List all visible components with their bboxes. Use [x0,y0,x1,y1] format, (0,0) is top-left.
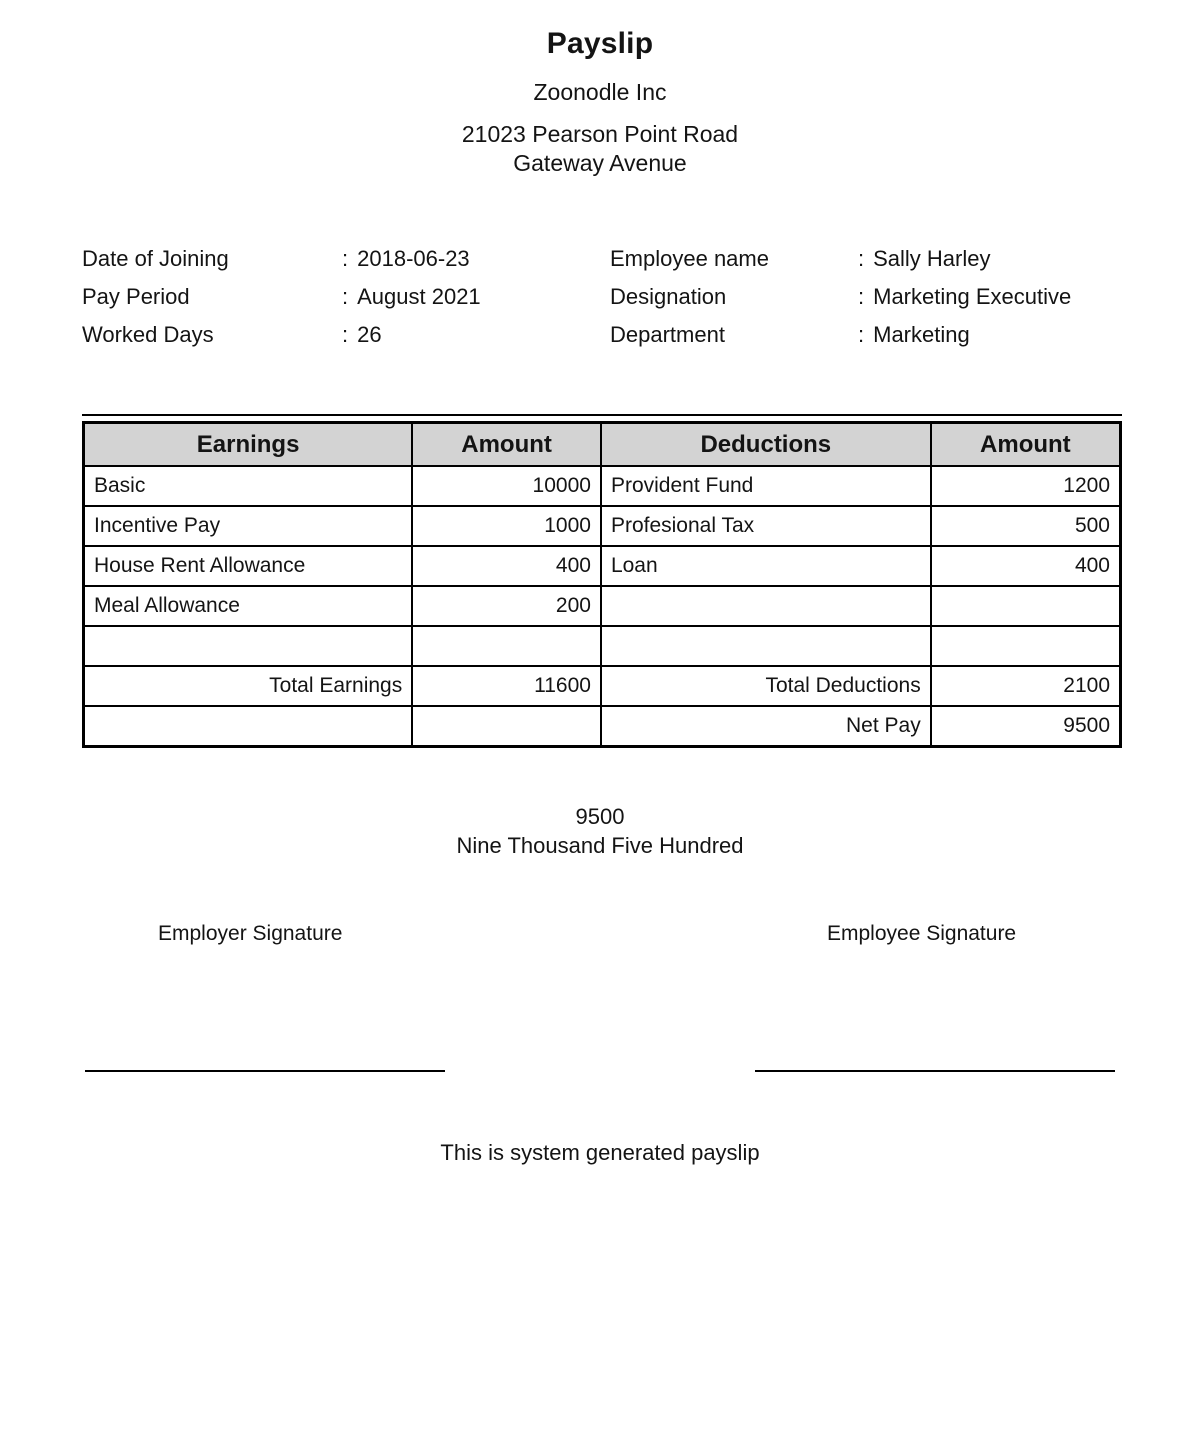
company-address-line-1: 21023 Pearson Point Road [461,121,739,147]
department-text: Marketing [873,322,970,347]
deduction-amount-cell: 500 [931,506,1121,546]
pay-period-label: Pay Period [82,284,190,309]
employee-info-section [82,240,1122,354]
pay-period-value [342,284,481,310]
colon-separator: : [858,246,865,271]
table-row [84,546,1121,586]
net-pay-in-words: Nine Thousand Five Hundred [456,833,744,858]
info-row-pay-period [82,278,610,316]
page-title: Payslip [546,27,654,60]
company-name: Zoonodle Inc [533,79,667,105]
deduction-label-cell: Loan [601,546,931,586]
pay-period-text: August 2021 [357,284,481,309]
table-row-empty [84,626,1121,666]
table-row [84,466,1121,506]
earning-amount-cell [412,626,601,666]
info-row-designation [610,278,1122,316]
net-pay-label: Net Pay [601,706,931,747]
deduction-label-cell [601,586,931,626]
department-label: Department [610,322,725,347]
earnings-amount-column-header: Amount [412,423,601,467]
employee-signature-line [755,1070,1115,1072]
earning-label-cell: Meal Allowance [84,586,413,626]
date-of-joining-label: Date of Joining [82,246,229,271]
deductions-amount-column-header: Amount [931,423,1121,467]
info-column-left [82,240,610,354]
colon-separator: : [858,322,865,347]
total-earnings-label: Total Earnings [84,666,413,706]
earning-label-cell: House Rent Allowance [84,546,413,586]
earning-amount-cell: 10000 [412,466,601,506]
empty-cell [412,706,601,747]
info-row-date-of-joining [82,240,610,278]
employer-signature-label: Employer Signature [158,922,343,945]
colon-separator: : [858,284,865,309]
info-row-worked-days [82,316,610,354]
deduction-amount-cell [931,626,1121,666]
employee-name-text: Sally Harley [873,246,991,271]
earning-amount-cell: 1000 [412,506,601,546]
worked-days-value [342,322,382,348]
earning-amount-cell: 400 [412,546,601,586]
table-row [84,506,1121,546]
date-of-joining-value [342,246,470,272]
colon-separator: : [342,284,349,309]
info-row-department [610,316,1122,354]
table-top-rule [82,414,1122,416]
employee-name-label: Employee name [610,246,769,271]
document-header [0,26,1200,178]
total-deductions-label: Total Deductions [601,666,931,706]
deduction-amount-cell: 400 [931,546,1121,586]
worked-days-label: Worked Days [82,322,214,347]
net-pay-summary [0,802,1200,860]
worked-days-text: 26 [357,322,382,347]
info-column-right [610,240,1122,354]
earning-label-cell [84,626,413,666]
earning-amount-cell: 200 [412,586,601,626]
system-generated-note: This is system generated payslip [440,1140,760,1165]
employee-name-value [858,246,991,272]
net-pay-amount: 9500 [575,804,625,829]
company-address-line-2: Gateway Avenue [513,150,687,176]
net-pay-value: 9500 [931,706,1121,747]
payslip-table-section [82,414,1122,748]
date-of-joining-text: 2018-06-23 [357,246,470,271]
employer-signature-line [85,1070,445,1072]
earning-label-cell: Basic [84,466,413,506]
net-pay-row [84,706,1121,747]
earning-label-cell: Incentive Pay [84,506,413,546]
info-row-employee-name [610,240,1122,278]
earnings-deductions-table [82,421,1122,748]
colon-separator: : [342,322,349,347]
colon-separator: : [342,246,349,271]
deductions-column-header: Deductions [601,423,931,467]
earnings-column-header: Earnings [84,423,413,467]
total-deductions-value: 2100 [931,666,1121,706]
department-value [858,322,970,348]
deduction-amount-cell: 1200 [931,466,1121,506]
designation-value [858,284,1071,310]
designation-text: Marketing Executive [873,284,1072,309]
employee-signature-label: Employee Signature [827,922,1017,945]
designation-label: Designation [610,284,727,309]
totals-row [84,666,1121,706]
deduction-amount-cell [931,586,1121,626]
empty-cell [84,706,413,747]
deduction-label-cell [601,626,931,666]
total-earnings-value: 11600 [412,666,601,706]
deduction-label-cell: Profesional Tax [601,506,931,546]
table-header-row [84,423,1121,467]
table-row [84,586,1121,626]
deduction-label-cell: Provident Fund [601,466,931,506]
